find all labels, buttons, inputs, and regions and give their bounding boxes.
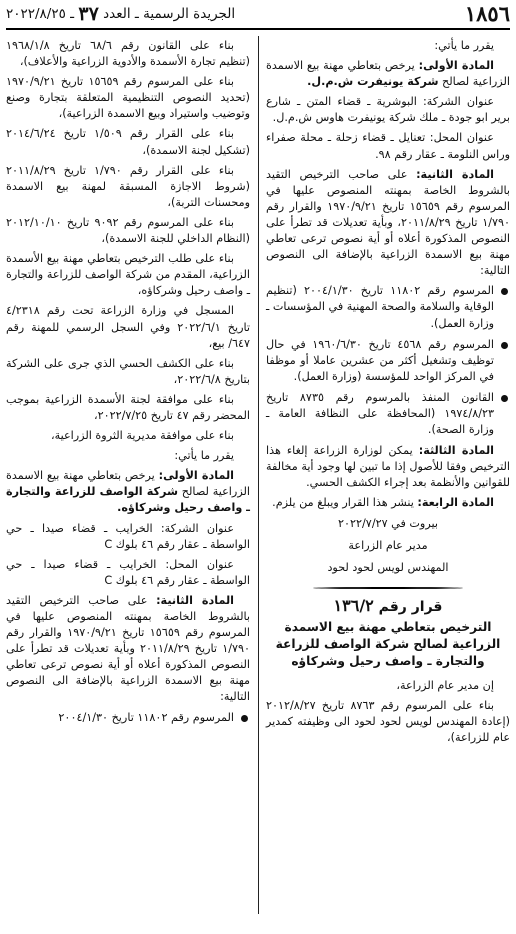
bullet-icon — [241, 715, 248, 722]
article-text: على صاحب الترخيص التقيد بالشروط الخاصة بمهنته المنصوص عليها في المرسوم رقم ١٥٦٥٩ تاريخ ١٩٧٠/٩/٢١ والقرار رقم ١/٧٩٠ تاريخ ٢٠١١/٨/٢٩، وبأية تعديلات قد تطرأ على النصوص المذكورة أعلاه أو أية نصوص ترعى تعاطي مهنة بيع الاسمدة الزراعية بالإضافة الى النصوص التالية: — [266, 167, 511, 278]
page-number: ١٨٥٦ — [464, 1, 510, 26]
article-3 — [266, 443, 510, 491]
article-1 — [6, 468, 250, 516]
article-label: المادة الثالثة: — [418, 444, 494, 458]
list-item-text: المرسوم رقم ١١٨٠٢ تاريخ ٢٠٠٤/١/٣٠ — [58, 710, 234, 724]
section-rule — [313, 584, 463, 592]
decide-line: يقرر ما يأتي: — [434, 39, 494, 52]
article-text: ينشر هذا القرار ويبلغ من يلزم. — [272, 496, 418, 510]
issuer-line: إن مدير عام الزراعة، — [396, 678, 494, 692]
list-item — [266, 337, 510, 385]
decision-number-value: ١٣٦/٢ — [333, 595, 374, 615]
shop-address: عنوان المحل: تعنايل ـ قضاء زحلة ـ محلة صفراء وراس النلومة ـ عقار رقم ٩٨. — [266, 131, 510, 161]
article-2 — [266, 167, 510, 280]
signature-block — [266, 516, 510, 576]
decision-title: الترخيص بتعاطي مهنة بيع الاسمدة الزراعية لصالح شركة الواصف للزراعة والتجارة ـ واصف رحيل وشركاؤه — [275, 619, 501, 668]
basis-line: بناء على القرار رقم ١/٧٩٠ تاريخ ٢٠١١/٨/٢٩ (شروط الاجازة المسبقة لمهنة بيع الاسمدة ومحسنات التربة)، — [6, 163, 250, 209]
article-label: المادة الرابعة: — [417, 496, 494, 510]
list-item-text: المرسوم رقم ٤٥٦٨ تاريخ ١٩٦٠/٦/٣٠ في حال توظيف وتشغيل أكثر من عشرين عاملا أو موظفا في المركز الواحد للمؤسسة (وزارة العمل). — [266, 337, 494, 383]
decide-line: يقرر ما يأتي: — [174, 449, 234, 463]
list-item — [6, 710, 250, 726]
page-header — [6, 2, 510, 30]
basis-line: بناء على المرسوم رقم ٨٧٦٣ تاريخ ٢٠١٢/٨/٢٧ (إعادة المهندس لويس لحود لحود الى وظيفته كمدير عام للزراعة)، — [266, 699, 510, 745]
basis-line: بناء على القرار رقم ١/٥٠٩ تاريخ ٢٠١٤/٦/٢٤ (تشكيل لجنة الاسمدة)، — [6, 127, 250, 157]
basis-line: بناء على المرسوم رقم ١٥٦٥٩ تاريخ ١٩٧٠/٩/٢١ (تحديد النصوص التنظيمية المتعلقة بتجارة وصنع وتوضيب واستيراد وبيع الاسمدة الزراعية)، — [6, 75, 250, 121]
company-address: عنوان الشركة: البوشرية ـ قضاء المتن ـ شارع برير ابو جودة ـ ملك شركة يونيفرت هاوس ش.م.ل. — [266, 95, 510, 125]
article-label: المادة الثانية: — [156, 593, 234, 607]
basis-line: بناء على القانون رقم ٦٨/٦ تاريخ ١٩٦٨/١/٨ (تنظيم تجارة الأسمدة والأدوية الزراعية والأعلاف)، — [6, 39, 250, 69]
article-label: المادة الثانية: — [416, 167, 494, 181]
bullet-icon — [501, 288, 508, 295]
column-divider — [258, 36, 259, 914]
company-name: شركة الواصف للزراعة والتجارة ـ واصف رحيل وشركاؤه. — [6, 485, 250, 515]
list-item-text: المرسوم رقم ١١٨٠٢ تاريخ ٢٠٠٤/١/٣٠ (تنظيم الوقاية والسلامة والصحة المهنية في المؤسسات ـ وزارة العمل). — [266, 284, 494, 330]
article-text: يمكن لوزارة الزراعة إلغاء هذا الترخيص وفقا للأصول إذا ما تبين لها وجود أية مخالفة للقوانين والأنظمة بعد إجراء الكشف الحسي. — [266, 444, 510, 490]
company-name: شركة يونيفرت ش.م.ل. — [307, 75, 439, 89]
right-column — [266, 38, 510, 750]
decision-number — [266, 595, 510, 615]
company-address: عنوان الشركة: الخرايب ـ قضاء صيدا ـ حي الواسطة ـ عقار رقم ٤٦ بلوك C — [6, 521, 250, 551]
issue-date: ـ ٢٠٢٢/٨/٢٥ — [6, 6, 75, 22]
basis-line: بناء على طلب الترخيص بتعاطي مهنة بيع الأسمدة الزراعية، المقدم من شركة الواصف للزراعة والتجارة ـ واصف رحيل وشركاؤه، — [6, 252, 250, 298]
list-item — [266, 283, 510, 331]
bullet-icon — [501, 395, 508, 402]
basis-line: بناء على موافقة لجنة الأسمدة الزراعية بموجب المحضر رقم ٤٧ تاريخ ٢٠٢٢/٧/٢٥، — [6, 392, 250, 422]
basis-line: المسجل في وزارة الزراعة تحت رقم ٤/٢٣١٨ تاريخ ٢٠٢٢/٦/١ وفي السجل الرسمي للمهنة رقم ٦٤٧/ بيع، — [6, 304, 250, 350]
article-text: يرخص بتعاطي مهنة بيع الاسمدة الزراعية لصالح — [6, 469, 251, 499]
decision-label: قرار رقم — [373, 598, 443, 615]
gazette-name: الجريدة الرسمية ـ العدد — [103, 6, 236, 22]
issue-number: ٣٧ — [78, 3, 99, 25]
article-text: على صاحب الترخيص التقيد بالشروط الخاصة بمهنته المنصوص عليها في المرسوم رقم ١٥٦٥٩ تاريخ ١٩٧٠/٩/٢١ والقرار رقم ١/٧٩٠ تاريخ ٢٠١١/٨/٢٩ وبأية تعديلات قد تطرأ على النصوص المذكورة أعلاه أو أية نصوص ترعى تعاطي مهنة بيع الاسمدة الزراعية بالإضافة الى النصوص التالية: — [6, 593, 251, 704]
article-4 — [266, 495, 510, 511]
article-label: المادة الأولى: — [418, 59, 494, 73]
basis-line: بناء على المرسوم رقم ٩٠٩٢ تاريخ ٢٠١٢/١٠/١٠ (النظام الداخلي للجنة الاسمدة)، — [6, 215, 250, 246]
article-1 — [266, 58, 510, 90]
list-item-text: القانون المنفذ بالمرسوم رقم ٨٧٣٥ تاريخ ١٩٧٤/٨/٢٣ (المحافظة على النظافة العامة ـ وزارة الصحة). — [266, 390, 494, 437]
basis-line: بناء على موافقة مديرية الثروة الزراعية، — [51, 429, 234, 443]
place-date: بيروت في ٢٠٢٢/٧/٢٧ — [338, 516, 438, 530]
left-column — [6, 38, 250, 731]
signer-name: المهندس لويس لحود لحود — [327, 560, 449, 574]
signer-title: مدير عام الزراعة — [348, 538, 428, 552]
article-label: المادة الأولى: — [158, 469, 234, 483]
gazette-title — [6, 5, 235, 23]
shop-address: عنوان المحل: الخرايب ـ قضاء صيدا ـ حي الواسطة ـ عقار رقم ٤٦ بلوك C — [6, 557, 250, 587]
bullet-icon — [501, 342, 508, 349]
article-2 — [6, 593, 250, 706]
article-text: يرخص بتعاطي مهنة بيع الاسمدة الزراعية لصالح — [266, 59, 510, 89]
list-item — [266, 390, 510, 438]
basis-line: بناء على الكشف الحسي الذي جرى على الشركة بتاريخ ٢٠٢٢/٦/٨، — [6, 356, 250, 386]
